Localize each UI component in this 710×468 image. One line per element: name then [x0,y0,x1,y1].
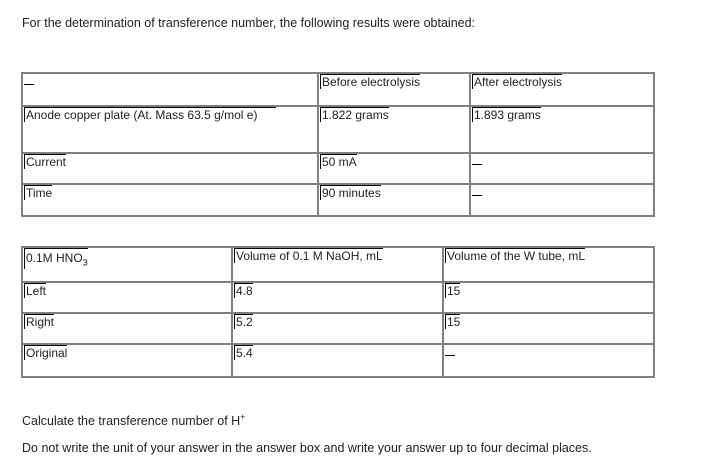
row-anode-before: 1.822 grams [318,106,470,153]
electrolysis-table [21,72,655,217]
question-text: Calculate the transference number of H+ [22,412,246,429]
row-time-before: 90 minutes [318,184,470,216]
intro-text: For the determination of transference number, the following results were obtained: [22,16,476,30]
header-naoh-volume: Volume of 0.1 M NaOH, mL [232,247,443,282]
row-left-wtube: 15 [443,282,654,313]
row-original-naoh: 5.4 [232,344,443,377]
header-before: Before electrolysis [318,73,470,106]
row-right-wtube: 15 [443,313,654,344]
row-anode-label: Anode copper plate (At. Mass 63.5 g/mol e) [22,106,318,153]
header-blank [22,73,318,106]
row-time-after [470,184,654,216]
instruction-text: Do not write the unit of your answer in the answer box and write your answer up to four decimal places. [22,441,592,455]
header-wtube-volume: Volume of the W tube, mL [443,247,654,282]
row-original-wtube [443,344,654,377]
row-right-naoh: 5.2 [232,313,443,344]
header-after: After electrolysis [470,73,654,106]
row-original-label: Original [22,344,232,377]
header-hno3: 0.1M $HNO_3$ [22,247,232,282]
titration-table [21,246,655,378]
row-right-label: Right [22,313,232,344]
row-time-label: Time [22,184,318,216]
row-current-label: Current [22,153,318,184]
row-left-naoh: 4.8 [232,282,443,313]
row-current-before: 50 mA [318,153,470,184]
row-current-after [470,153,654,184]
row-anode-after: 1.893 grams [470,106,654,153]
row-left-label: Left [22,282,232,313]
